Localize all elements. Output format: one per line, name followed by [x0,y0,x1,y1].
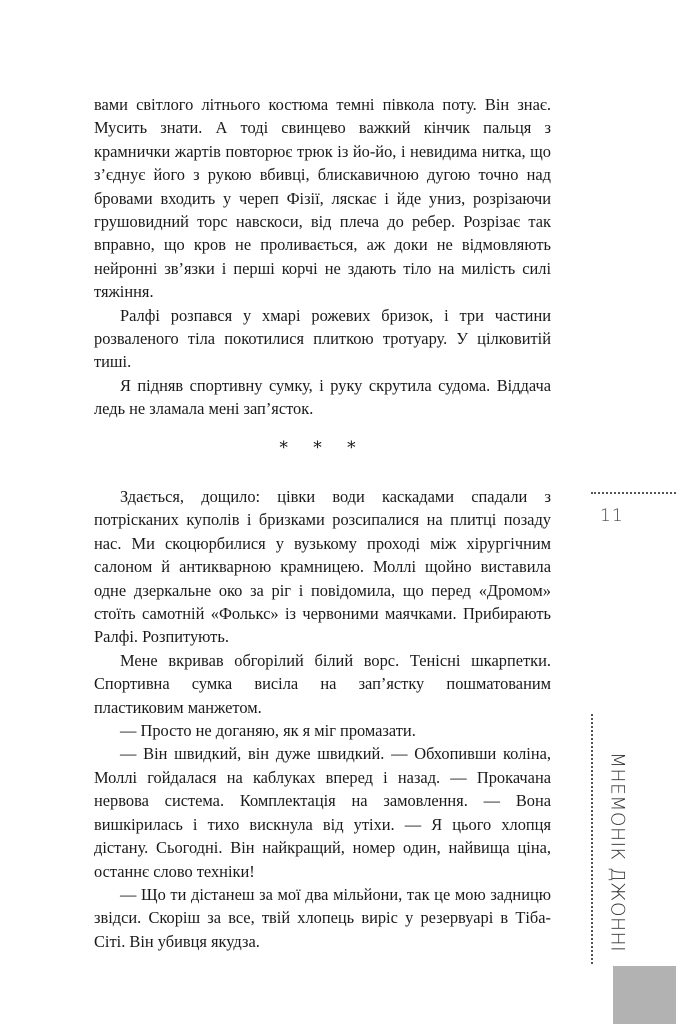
running-title [603,714,631,964]
paragraph: Здається, дощило: цівки води каскадами спадали з потрісканих куполів і бризками розсипалися на плитці позаду нас. Ми скоцюрбилися у вузькому проході між хірургічним салоном й антикварною крамницею. Моллі щойно виставила одне дзеркальне око за ріг і повідомила, що перед «Дромом» стоїть самотній «Фолькс» із червоними маячками. Прибирають Ралфі. Розпитують. [94,487,551,647]
paragraph: Ралфі розпався у хмарі рожевих бризок, і три частини розваленого тіла покотилися плиткою тротуару. У цілковитій тиші. [94,305,551,372]
paragraph: — Що ти дістанеш за мої два мільйони, так це мою задницю звідси. Скоріш за все, твій хлопець виріс у резервуарі в Тіба-Сіті. Він убивця якудза. [94,884,551,951]
page-number-rule [591,492,676,494]
running-title-text: МНЕМОНІК ДЖОННІ [606,752,628,953]
thumb-tab [613,966,676,1024]
text-block-top [94,93,551,421]
paragraph: Я підняв спортивну сумку, і руку скрутила судома. Віддача ледь не зламала мені зап’ясток. [94,375,551,419]
page-number: 11 [600,506,624,526]
paragraph: Мене вкривав обгорілий білий ворс. Тенісні шкарпетки. Спортивна сумка висіла на зап’ястку пошматованим пластиковим манжетом. [94,650,551,717]
section-separator: * * * [279,438,366,458]
paragraph: вами світлого літнього костюма темні півкола поту. Він знає. Мусить знати. А тоді свинцево важкий кінчик пальця з крамнички жартів повторює трюк із йо-йо, і невидима нитка, що з’єднує його з рукою вбивці, блискавичною дугою точно над бровами входить у череп Фізії, ляскає і йде униз, розрізаючи грушовидний торс навскоси, від плеча до ребер. Розрізає так вправно, що кров не проливається, аж доки не відмовляють нейронні зв’язки і перші корчі не здають тіло на милість силі тяжіння. [94,95,551,302]
paragraph: — Просто не доганяю, як я міг промазати. [120,721,416,741]
text-block-bottom [94,485,551,953]
running-title-rule [591,714,593,964]
paragraph: — Він швидкий, він дуже швидкий. — Обхопивши коліна, Моллі гойдалася на каблуках вперед і назад. — Прокачана нервова система. Комплектація на замовлення. — Вона вишкірилась і тихо вискнула від утіхи. — Я цього хлопця дістану. Сьогодні. Він найкращий, номер один, найвища ціна, останнє слово техніки! [94,744,551,881]
